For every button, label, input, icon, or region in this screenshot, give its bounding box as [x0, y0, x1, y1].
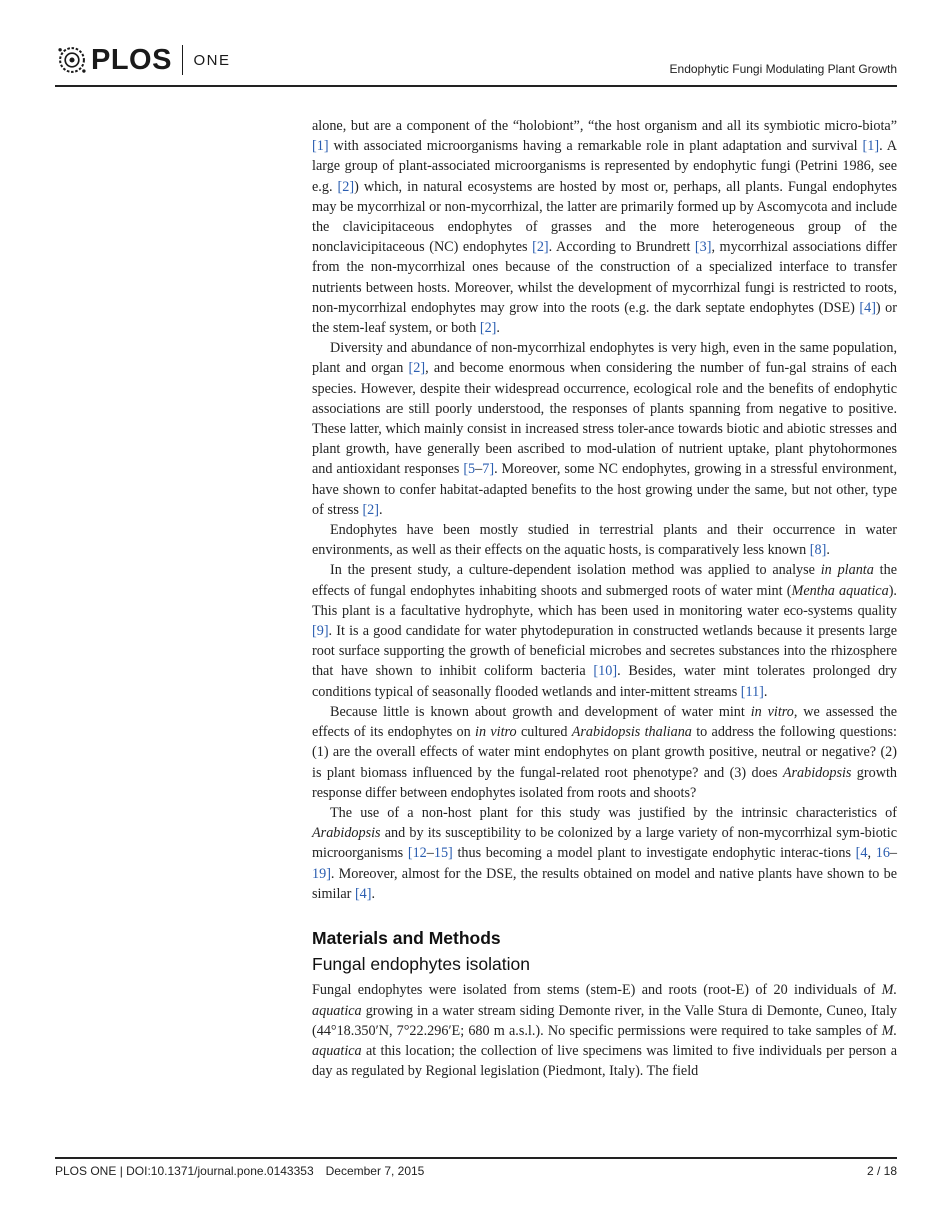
citation-link[interactable]: [4] — [354, 885, 372, 902]
paragraph: alone, but are a component of the “holobiont”, “the host organism and all its symbiotic micro-biota” [1] with associated microorganisms having a remarkable role in plant adaptation and survival [1]. A large group of plant-associated microorganisms is represented by endophytic fungi (Petrini 1986, see e.g. [2]) which, in natural ecosystems are hosted by most or, perhaps, all plants. Fungal endophytes may be mycorrhizal or non-mycorrhizal, the latter are primarily formed up by Ascomycota and include the clavicipitaceous endophytes of grasses and the more heterogeneous group of the nonclavicipitaceous (NC) endophytes [2]. According to Brundrett [3], mycorrhizal associations differ from the non-mycorrhizal ones because of the construction of a specialized interface to transfer nutrients between hosts. Moreover, whilst the development of mycorrhizal fungi is restricted to roots, non-mycorrhizal endophytes may grow into the roots (e.g. the dark septate endophytes (DSE) [4]) or the stem-leaf system, or both [2]. — [312, 118, 897, 337]
italic-text: in planta — [820, 562, 874, 579]
italic-text: M. aquatica — [312, 982, 897, 1019]
citation-link[interactable]: [9] — [312, 623, 329, 640]
citation-link[interactable]: 15] — [433, 845, 453, 862]
citation-link[interactable]: [4] — [859, 299, 876, 316]
citation-link[interactable]: [10] — [593, 663, 618, 680]
citation-link[interactable]: [3] — [694, 239, 712, 256]
italic-text: Mentha aquatica — [791, 582, 889, 599]
italic-text: Arabidopsis thaliana — [571, 724, 692, 741]
running-title: Endophytic Fungi Modulating Plant Growth — [669, 62, 897, 76]
footer-divider — [55, 1157, 897, 1159]
publication-date: December 7, 2015 — [325, 1164, 425, 1178]
citation-link[interactable]: [2] — [337, 178, 355, 195]
italic-text: in vitro — [750, 703, 794, 720]
subsection-heading: Fungal endophytes isolation — [312, 954, 530, 975]
citation-link[interactable]: 7] — [482, 461, 495, 478]
paragraph: Because little is known about growth and development of water mint in vitro, we assessed the effects of its endophytes on in vitro cultured Arabidopsis thaliana to address the following questions: (1) are the overall effects of water mint endophytes on plant growth positive, neutral or negative? (2) is plant biomass influenced by the fungal-related root phenotype? and (3) does Arabidopsis growth response differ between endophytes isolated from roots and shoots? — [312, 703, 897, 801]
logo-divider — [182, 45, 184, 75]
header-divider — [55, 85, 897, 87]
citation-link[interactable]: [12 — [407, 845, 427, 862]
citation-link[interactable]: [2] — [362, 501, 379, 518]
page-number: 2 / 18 — [866, 1164, 897, 1178]
citation-link[interactable]: 19] — [312, 865, 331, 882]
paragraph: Diversity and abundance of non-mycorrhizal endophytes is very high, even in the same population, plant and organ [2], and become enormous when considering the number of fun-gal strains of each species. However, despite their widespread occurrence, ecological role and the benefits of endophytic associations are still poorly understood, the responses of plants spanning from negative to positive. These latter, which mainly consist in increased stress toler-ance towards biotic and abiotic stresses and plant growth, have generally been ascribed to mod-ulation of nutrient uptake, plant phytohormones and antioxidant responses [5–7]. Moreover, some NC endophytes, growing in a stressful environment, have shown to confer habitat-adapted benefits to the host growing under the same, but not other, type of stress [2]. — [312, 340, 897, 518]
page-header — [55, 38, 897, 84]
citation-link[interactable]: [2] — [479, 320, 497, 337]
plos-one-logo — [55, 42, 230, 78]
paragraph: The use of a non-host plant for this study was justified by the intrinsic characteristics of Arabidopsis and by its susceptibility to be colonized by a large variety of non-mycorrhizal sym-biotic microorganisms [12–15] thus becoming a model plant to investigate endophytic interac-tions [4, 16–19]. Moreover, almost for the DSE, the results obtained on model and native plants have shown to be similar [4]. — [312, 804, 897, 902]
citation-link[interactable]: [1] — [862, 138, 880, 155]
citation-link[interactable]: [2] — [532, 239, 549, 256]
citation-link[interactable]: [2] — [408, 360, 426, 377]
citation-link[interactable]: [4 — [855, 845, 868, 862]
citation-link[interactable]: [5 — [463, 461, 476, 478]
citation-link[interactable]: 16 — [875, 845, 890, 862]
plos-globe-icon — [55, 43, 89, 77]
paragraph: Fungal endophytes were isolated from stems (stem-E) and roots (root-E) of 20 individuals of M. aquatica growing in a water stream siding Demonte river, in the Valle Stura di Demonte, Cuneo, Italy (44°18.350′N, 7°22.296′E; 680 m a.s.l.). No specific permissions were required to take samples of M. aquatica at this location; the collection of live specimens was limited to five individuals per person a day as regulated by Regional legislation (Piedmont, Italy). The field — [312, 982, 897, 1080]
italic-text: Arabidopsis — [312, 825, 381, 842]
paragraph: In the present study, a culture-dependent isolation method was applied to analyse in planta the effects of fungal endophytes inhabiting shoots and submerged roots of water mint (Mentha aquatica). This plant is a facultative hydrophyte, which has been used in monitoring water eco-systems quality [9]. It is a good candidate for water phytodepuration in constructed wetlands because it presents large root surface supporting the growth of beneficial microbes and secretes substances into the rhizosphere that have shown to inhibit coliform bacteria [10]. Besides, water mint tolerates prolonged dry conditions typical of seasonally flooded wetlands and inter-mittent streams [11]. — [312, 562, 897, 700]
footer-citation — [55, 1164, 424, 1178]
citation-link[interactable]: [11] — [740, 683, 764, 700]
italic-text: M. aquatica — [312, 1022, 897, 1059]
logo-wordmark: PLOS — [91, 43, 172, 76]
article-body — [312, 116, 897, 1081]
logo-suffix: ONE — [193, 51, 231, 69]
paragraph: Endophytes have been mostly studied in terrestrial plants and their occurrence in water environments, as well as their effects on the aquatic hosts, is comparatively less known [8]. — [312, 522, 897, 559]
citation-link[interactable]: [8] — [809, 542, 827, 559]
citation-link[interactable]: [1] — [312, 138, 329, 155]
journal-doi: PLOS ONE | DOI:10.1371/journal.pone.0143353 — [55, 1164, 314, 1178]
italic-text: in vitro — [475, 724, 517, 741]
italic-text: Arabidopsis — [782, 764, 852, 781]
section-heading: Materials and Methods — [312, 927, 501, 948]
